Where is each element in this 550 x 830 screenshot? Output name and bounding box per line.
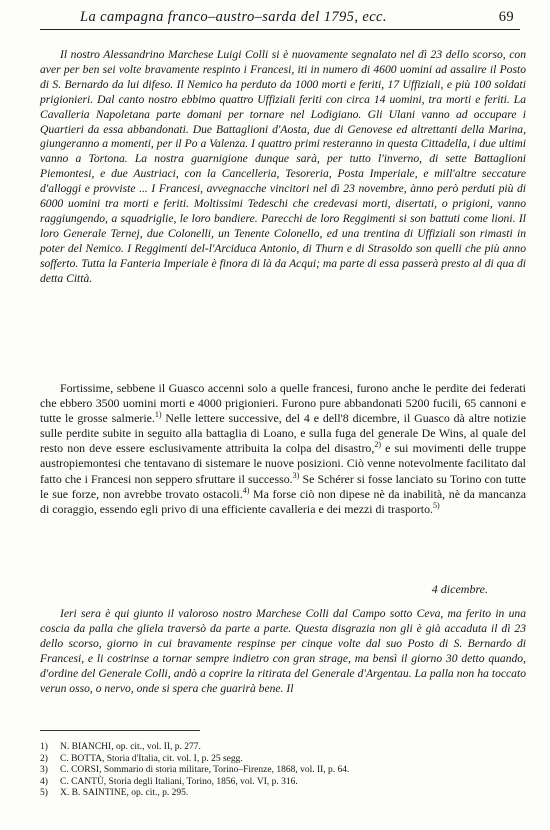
footnote-3-text: C. CORSI, Sommario di storia militare, Torino–Firenze, 1868, vol. II, p. 64.	[60, 765, 350, 776]
footnote-5-text: X. B. SAINTINE, op. cit., p. 295.	[60, 788, 189, 799]
footnote-ref-3: 3)	[292, 470, 300, 480]
footnote-rule	[40, 730, 200, 731]
commentary-text	[40, 381, 526, 517]
footnote-ref-4: 4)	[242, 485, 250, 495]
footnote-2	[40, 754, 526, 766]
footnote-ref-1: 1)	[154, 410, 162, 420]
footnote-5	[40, 788, 526, 800]
footnote-3	[40, 765, 526, 777]
footnote-1-number: 1)	[40, 742, 48, 752]
footnote-ref-5: 5)	[433, 500, 440, 510]
footnote-3-number: 3)	[40, 765, 48, 776]
quoted-letter-2-text: Ieri sera è qui giunto il valoroso nostro Marchese Colli dal Campo sotto Ceva, ma ferito in una coscia da palla che gliela traversò da parte a parte. Questa disgrazia non gli è già accaduta il dì 23 dello scorso, giorno in cui bravamente respinse per cinque volte dal suo Posto di S. Bernardo di Francesi, e li costrinse a tornar sempre indietro con gran strage, ma bensì il giorno 30 detto quando, d'ordine del Generale Colli, andò a coprire la ritirata del Generale d'Argentau. La palla non ha toccato verun osso, o nervo, onde si spera che guarirà bene. Il	[40, 607, 526, 695]
footnote-4	[40, 777, 526, 789]
commentary-text-2: Nelle lettere successive, del 4 e dell'8 dicembre, il Guasco dà altre notizie sulle perdite subite in seguito alla battaglia di Loano, e sulla fuga del generale De Wins, al quale del resto non deve essere esclusivamente attribuita la colpa del disastro,	[40, 411, 527, 456]
footnote-2-text: C. BOTTA, Storia d'Italia, cit. vol. I, p. 25 segg.	[60, 753, 243, 764]
footnote-1	[40, 742, 526, 754]
footnote-4-number: 4)	[40, 776, 48, 787]
footnote-2-number: 2)	[40, 753, 48, 764]
quoted-letter-2	[40, 607, 526, 696]
commentary-paragraph	[40, 381, 526, 517]
page-number: 69	[498, 9, 514, 25]
footnote-1-text: N. BIANCHI, op. cit., vol. II, p. 277.	[60, 742, 201, 752]
running-head	[40, 9, 520, 30]
quoted-letter-1-text: Il nostro Alessandrino Marchese Luigi Colli si è nuovamente segnalato nel dì 23 dello scorso, con aver per ben sei volte bravamente respinto i Francesi, iti in numero di 4600 uomini ad assalire il Posto di S. Bernardo da lui difeso. Il Nemico ha perduto da 1000 morti e feriti, 17 Uffiziali, e più 100 soldati prigionieri. Dal canto nostro ebbimo quattro Uffiziali feriti con circa 14 uomini, tra morti e feriti. La Cavalleria Napoletana parte domani per tornare nel Lodigiano. Gli Ulani vanno ad occupare i Quartieri da essa abbandonati. Due Battaglioni d'Aosta, due di Genovese ed altrettanti della Marina, giungeranno a momenti, per il Po a Valenza. I quattro primi resteranno in questa Cittadella, i due ultimi vanno a Tortona. La nostra guarnigione dunque sarà, per tutto l'inverno, di sette Battaglioni Piemontesi, e due Austriaci, con la Cancelleria, Tesoreria, Posta Imperiale, e mill'altre seccature d'alloggi e provviste ... I Francesi, avvegnacche vincitori nel dì 23 novembre, ànno però perduti più di 6000 uomini tra morti e feriti. Moltissimi Tedeschi che credevasi morti, disertati, o prigioni, vanno raggiungendo, a squadriglie, le loro bandiere. Parecchi de loro Reggimenti si son battuti come lioni. Il loro Generale Ternej, due Colonelli, un Tenente Colonello, ed una trentina di Uffiziali son rimasti in poter del Nemico. I Reggimenti del-l'Arciduca Antonio, di Thurn e di Strasoldo son quelli che più anno sofferto. Tutta la Fanteria Imperiale è finora di là da Acqui; ma parte di essa passerà presto al di qua di detta Città.	[40, 48, 526, 285]
dateline: 4 dicembre.	[431, 582, 488, 596]
running-title: La campagna franco–austro–sarda del 1795, ecc.	[80, 9, 387, 25]
quoted-letter-1	[40, 48, 526, 287]
footnote-4-text: C. CANTÙ, Storia degli Italiani, Torino, 1856, vol. VI, p. 316.	[60, 776, 298, 787]
commentary-text-4: Se Schérer si fosse lanciato su Torino con tutte le sue forze, non avrebbe trovato ostacoli.	[40, 471, 526, 501]
footnote-5-number: 5)	[40, 788, 48, 799]
commentary-text-1: Fortissime, sebbene il Guasco accenni solo a quelle francesi, furono anche le perdite dei federati che ebbero 3500 uomini morti e 4000 prigionieri. Furono pure abbandonati 5200 fucili, 65 cannoni e tutte le grosse salmerie.	[40, 381, 526, 426]
footnotes	[40, 742, 526, 800]
commentary-text-5: Ma forse ciò non dipese nè da inabilità, nè da mancanza di coraggio, essendo egli privo di una efficiente cavalleria e dei mezzi di trasporto.	[40, 486, 526, 516]
footnote-ref-2: 2)	[374, 440, 381, 450]
commentary-text-3: e sui movimenti delle truppe austropiemontesi che tentavano di sistemare le nuove posizioni. Ciò venne notevolmente facilitato dal fatto che i Francesi non seppero sfruttare il successo.	[40, 441, 526, 486]
